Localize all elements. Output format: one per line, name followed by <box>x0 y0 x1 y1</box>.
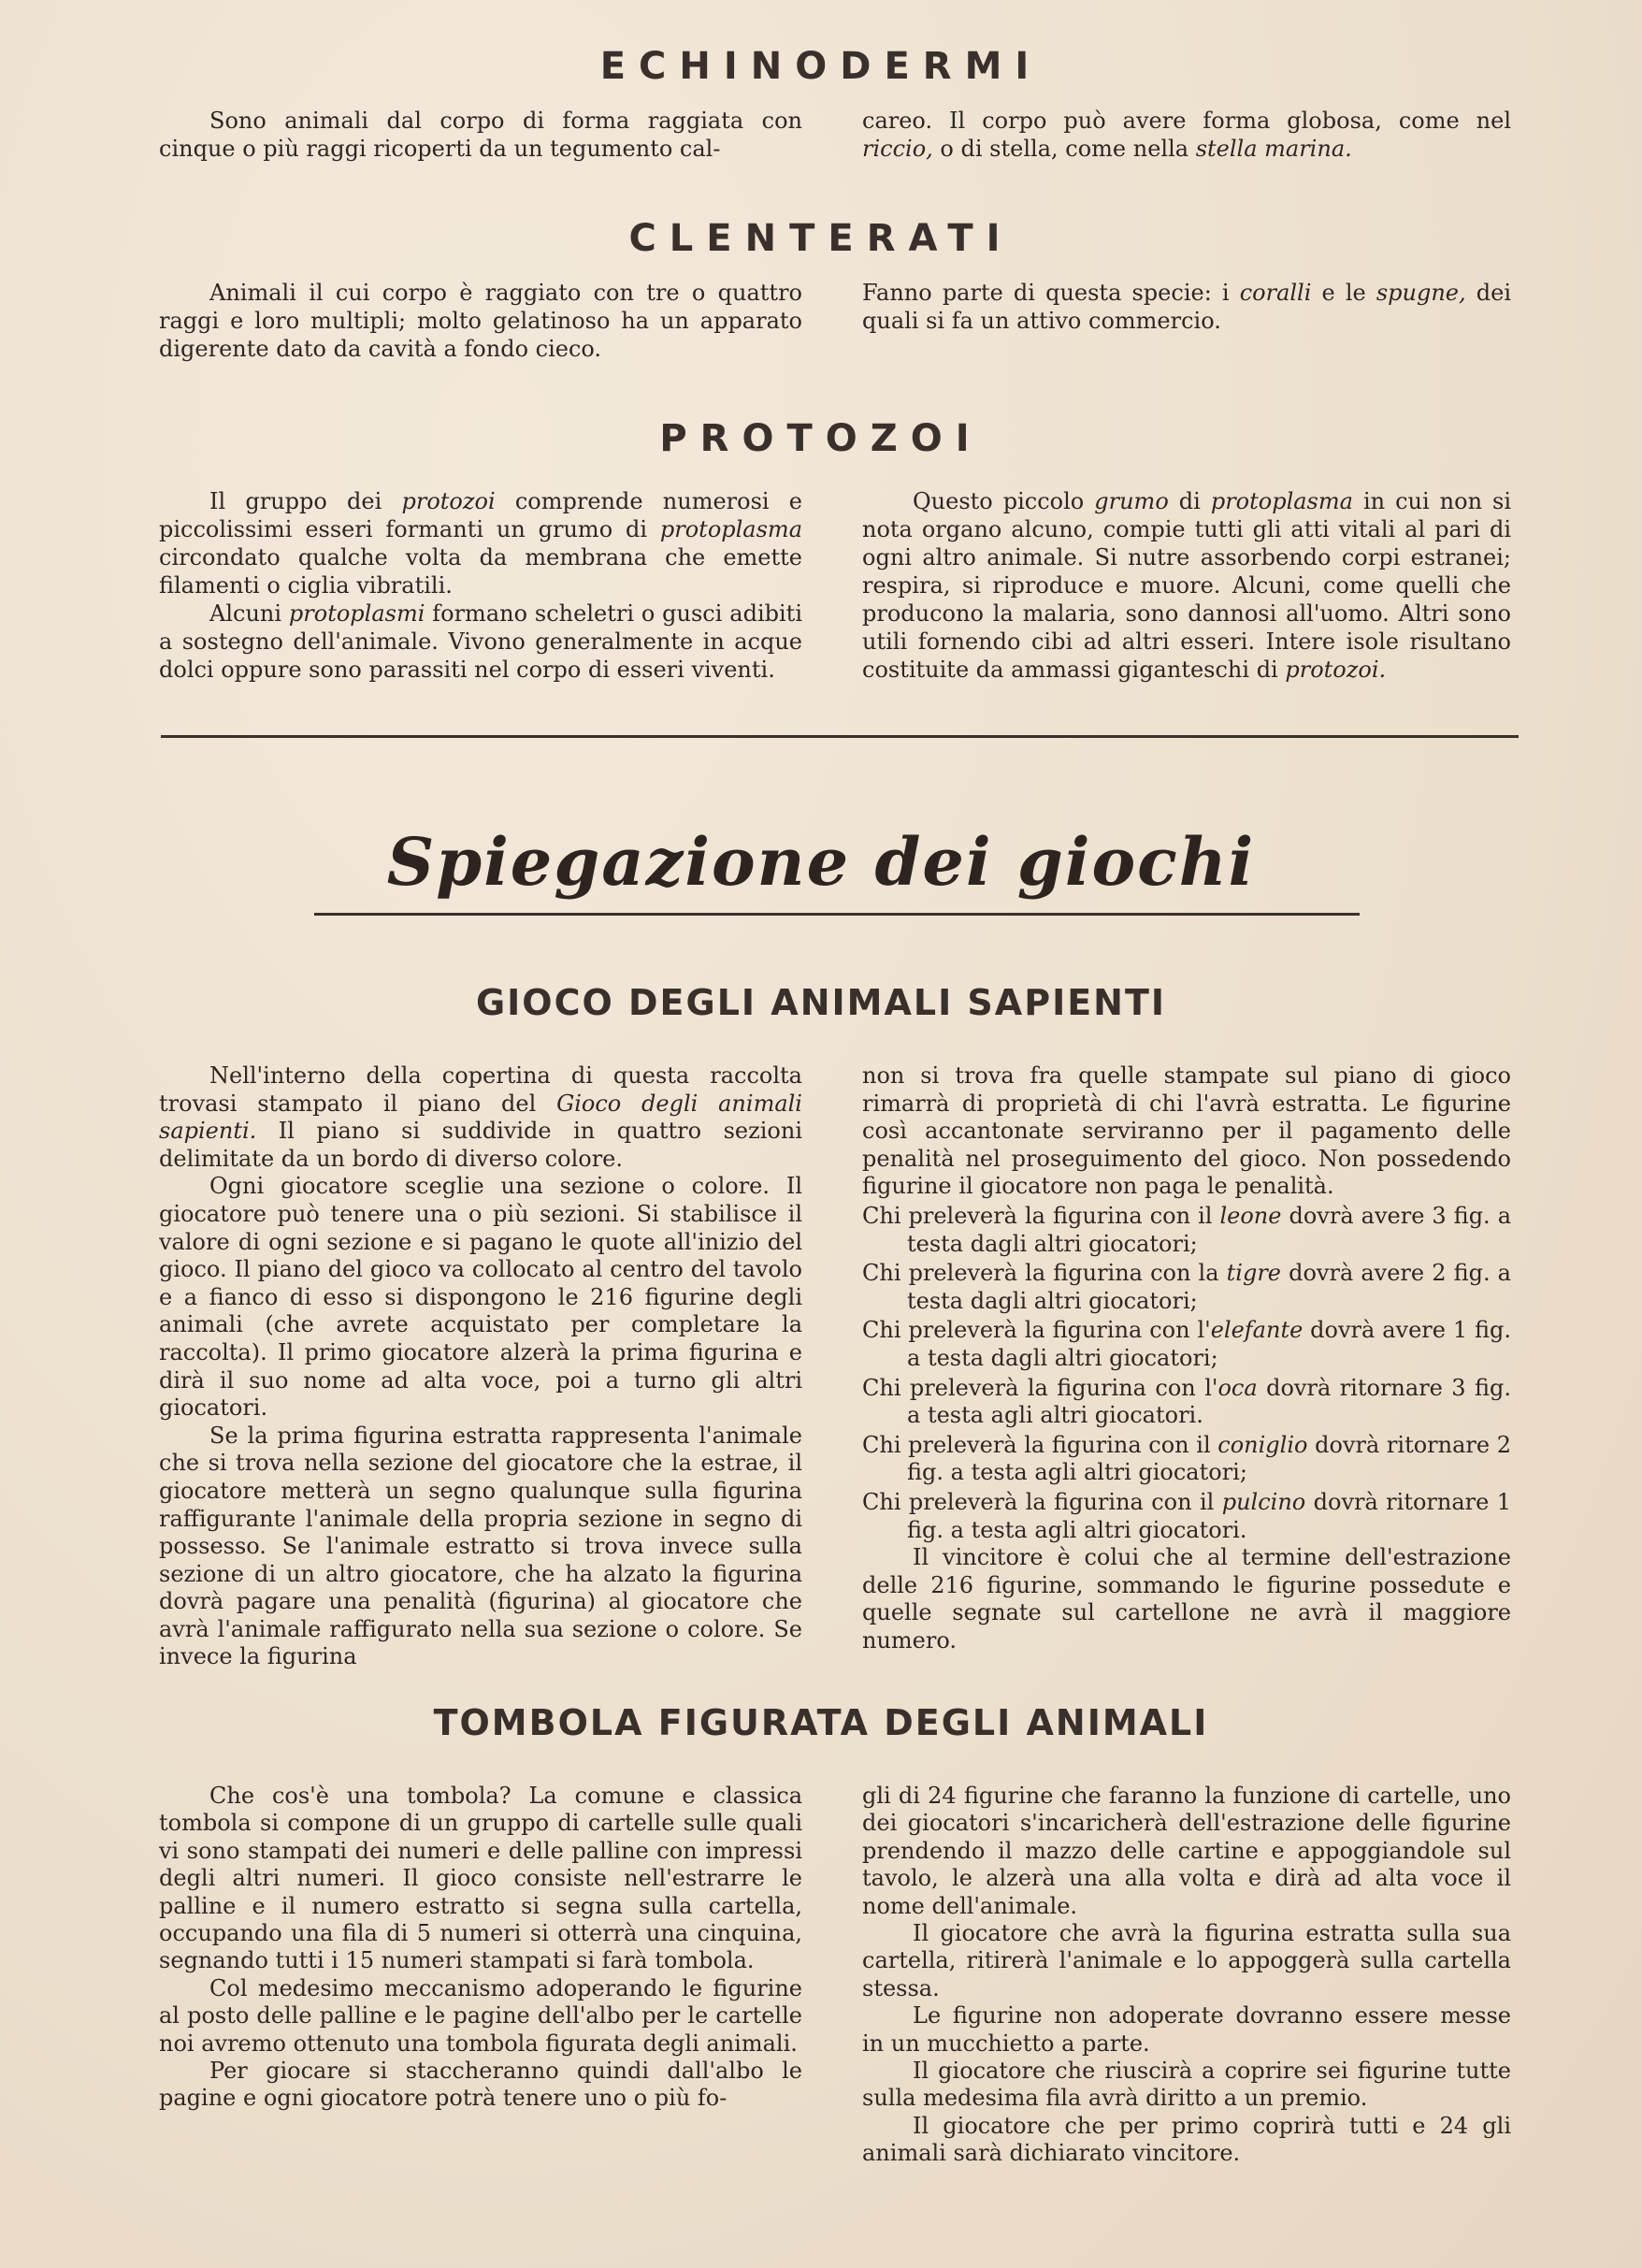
protozoi-left-text <box>159 487 802 684</box>
italic-term: protoplasmi <box>288 600 425 627</box>
gioco-left-paragraph-3: Se la prima figurina estratta rappresenta l'animale che si trova nella sezione del giocatore che la estrae, il giocatore metterà un segno qualunque sulla figurina raffigurante l'animale della propria sezione in segno di possesso. Se l'animale estratto si trova invece sulla sezione di un altro giocatore, che ha alzato la figurina dovrà pagare una penalità (figurina) al giocatore che avrà l'animale raffigurato nella sua sezione o colore. Se invece la figurina <box>159 1422 802 1670</box>
explanation-title: Spiegazione dei giochi <box>386 823 1256 901</box>
protozoi-left-paragraph-1 <box>159 487 802 600</box>
tombola-right-text <box>862 1783 1511 2168</box>
text: comprende numerosi e piccolissimi esseri formanti un grumo di <box>159 488 802 542</box>
heading-clenterati: CLENTERATI <box>628 217 1014 260</box>
animal-name: pulcino <box>1221 1488 1306 1515</box>
text: Chi preleverà la figurina con l' <box>862 1374 1218 1401</box>
italic-term: riccio, <box>862 136 933 162</box>
text: Nell'interno della copertina di questa raccolta trovasi stampato il piano del <box>159 1062 802 1117</box>
tombola-right-paragraph-2: Il giocatore che avrà la figurina estratta sulla sua cartella, ritirerà l'animale e lo appoggerà sulla cartella stessa. <box>862 1920 1511 2001</box>
heading-echinodermi: ECHINODERMI <box>599 45 1043 88</box>
text: Il piano si suddivide in quattro sezioni delimitate da un bordo di diverso colore. <box>159 1118 802 1172</box>
gioco-rule-item <box>862 1260 1511 1315</box>
gioco-rule-item <box>862 1432 1511 1487</box>
gioco-rules-list <box>862 1203 1511 1544</box>
tombola-right-paragraph-5: Il giocatore che per primo coprirà tutti e 24 gli animali sarà dichiarato vincitore. <box>862 2112 1511 2167</box>
text: di <box>1168 488 1211 514</box>
italic-term: grumo <box>1094 488 1169 514</box>
italic-term: protoplasma <box>1210 488 1353 514</box>
text: dovrà ritornare 1 fig. a testa agli altri giocatori. <box>907 1488 1511 1543</box>
heading-gioco-animali-sapienti: GIOCO DEGLI ANIMALI SAPIENTI <box>475 982 1167 1023</box>
tombola-right-paragraph-4: Il giocatore che riuscirà a coprire sei figurine tutte sulla medesima fila avrà diritto a un premio. <box>862 2058 1511 2112</box>
italic-term: coralli <box>1239 280 1312 306</box>
text: Chi preleverà la figurina con il <box>862 1431 1218 1458</box>
clenterati-left-text <box>159 279 802 363</box>
heading-protozoi: PROTOZOI <box>659 417 983 460</box>
italic-term: protozoi. <box>1285 657 1387 683</box>
gioco-right-text <box>862 1062 1511 1654</box>
gioco-rule-item <box>862 1203 1511 1258</box>
text: Questo piccolo <box>913 488 1095 514</box>
echinodermi-right-text <box>862 107 1511 163</box>
text: Chi preleverà la figurina con il <box>862 1202 1220 1229</box>
gioco-rule-item <box>862 1317 1511 1372</box>
tombola-left-paragraph-3: Per giocare si staccheranno quindi dall'albo le pagine e ogni giocatore potrà tenere uno o più fo- <box>159 2058 802 2112</box>
italic-term: protoplasma <box>659 516 802 542</box>
text: Chi preleverà la figurina con il <box>862 1488 1222 1515</box>
tombola-right-paragraph-1: gli di 24 figurine che faranno la funzione di cartelle, uno dei giocatori s'incaricherà dell'estrazione delle figurine prendendo il mazzo delle cartine e appoggiandole sul tavolo, le alzerà una alla volta e dirà ad alta voce il nome dell'animale. <box>862 1783 1511 1919</box>
text: careo. Il corpo può avere forma globosa, come nel <box>862 108 1511 134</box>
text: o di stella, come nella <box>932 136 1196 162</box>
gioco-left-text <box>159 1062 802 1671</box>
text: circondato qualche volta da membrana che emette filamenti o ciglia vibratili. <box>159 544 802 599</box>
clenterati-right-paragraph <box>862 279 1511 335</box>
text: e le <box>1311 280 1376 306</box>
gioco-right-paragraph-1: non si trova fra quelle stampate sul piano di gioco rimarrà di proprietà di chi l'avrà estratta. Le figurine così accantonate serviranno per il pagamento delle penalità nel proseguimento del gioco. Non possedendo figurine il giocatore non paga le penalità. <box>862 1062 1511 1200</box>
text: dei quali si fa un attivo commercio. <box>862 280 1512 334</box>
tombola-left-paragraph-1: Che cos'è una tombola? La comune e classica tombola si compone di un gruppo di cartelle sulle quali vi sono stampati dei numeri e delle palline con impressi degli altri numeri. Il gioco consiste nell'estrarre le palline e il numero estratto si segna sulla cartella, occupando una fila di 5 numeri si otterrà una cinquina, segnando tutti i 15 numeri stampati si farà tombola. <box>159 1783 802 1974</box>
text: Fanno parte di questa specie: i <box>862 280 1240 306</box>
protozoi-left-paragraph-2 <box>159 600 802 684</box>
explanation-title-underline <box>314 913 1360 916</box>
text: Alcuni <box>209 600 289 627</box>
tombola-left-paragraph-2: Col medesimo meccanismo adoperando le figurine al posto delle palline e le pagine dell'albo per le cartelle noi avremo ottenuto una tombola figurata degli animali. <box>159 1974 802 2057</box>
gioco-left-paragraph-1 <box>159 1062 802 1173</box>
italic-term: spugne, <box>1376 280 1466 306</box>
text: Chi preleverà la figurina con la <box>862 1260 1227 1287</box>
text: dovrà avere 3 fig. a testa dagli altri giocatori; <box>907 1202 1512 1257</box>
protozoi-right-paragraph <box>862 487 1511 684</box>
animal-name: leone <box>1219 1202 1282 1229</box>
animal-name: tigre <box>1226 1260 1281 1287</box>
section-divider <box>161 735 1519 738</box>
heading-tombola-figurata: TOMBOLA FIGURATA DEGLI ANIMALI <box>433 1702 1209 1743</box>
text: dovrà ritornare 2 fig. a testa agli altri giocatori; <box>907 1431 1511 1486</box>
italic-term: Gioco degli animali sapienti. <box>159 1090 802 1145</box>
gioco-right-paragraph-end: Il vincitore è colui che al termine dell'estrazione delle 216 figurine, sommando le figurine possedute e quelle segnate sul cartellone ne avrà il maggiore numero. <box>862 1544 1511 1654</box>
gioco-rule-item <box>862 1489 1511 1544</box>
text: Chi preleverà la figurina con l' <box>862 1317 1211 1344</box>
clenterati-right-text <box>862 279 1511 335</box>
text: dovrà avere 2 fig. a testa dagli altri giocatori; <box>907 1260 1511 1314</box>
italic-term: stella marina. <box>1195 136 1352 162</box>
animal-name: oca <box>1217 1374 1258 1401</box>
echinodermi-left-paragraph: Sono animali dal corpo di forma raggiata con cinque o più raggi ricoperti da un tegumento cal- <box>159 108 802 162</box>
tombola-left-text <box>159 1783 802 2113</box>
text: formano scheletri o gusci adibiti a sostegno dell'animale. Vivono generalmente in acque dolci oppure sono parassiti nel corpo di esseri viventi. <box>159 600 802 683</box>
echinodermi-right-paragraph <box>862 107 1511 163</box>
italic-term: protozoi <box>401 488 496 514</box>
gioco-rule-item <box>862 1375 1511 1430</box>
text: in cui non si nota organo alcuno, compie tutti gli atti vitali al pari di ogni altro animale. Si nutre assorbendo corpi estranei; respira, si riproduce e muore. Alcuni, come quelli che producono la malaria, sono dannosi all'uomo. Altri sono utili fornendo cibi ad altri esseri. Intere isole risultano costituite da ammassi giganteschi di <box>862 488 1512 683</box>
text: Il gruppo dei <box>209 488 402 514</box>
clenterati-left-paragraph: Animali il cui corpo è raggiato con tre o quattro raggi e loro multipli; molto gelatinoso ha un apparato digerente dato da cavità a fondo cieco. <box>159 280 802 362</box>
tombola-right-paragraph-3: Le figurine non adoperate dovranno essere messe in un mucchietto a parte. <box>862 2002 1511 2057</box>
text: dovrà ritornare 3 fig. a testa agli altri giocatori. <box>907 1374 1512 1429</box>
animal-name: coniglio <box>1217 1431 1308 1458</box>
animal-name: elefante <box>1210 1317 1304 1344</box>
gioco-left-paragraph-2: Ogni giocatore sceglie una sezione o colore. Il giocatore può tenere una o più sezioni. Si stabilisce il valore di ogni sezione e si pagano le quote all'inizio del gioco. Il piano del gioco va collocato al centro del tavolo e a fianco di esso si dispongono le 216 figurine degli animali (che avrete acquistato per completare la raccolta). Il primo giocatore alzerà la prima figurina e dirà il suo nome ad alta voce, poi a turno gli altri giocatori. <box>159 1173 802 1422</box>
text: dovrà avere 1 fig. a testa dagli altri giocatori; <box>907 1317 1511 1371</box>
protozoi-right-text <box>862 487 1511 684</box>
echinodermi-left-text <box>159 107 802 163</box>
